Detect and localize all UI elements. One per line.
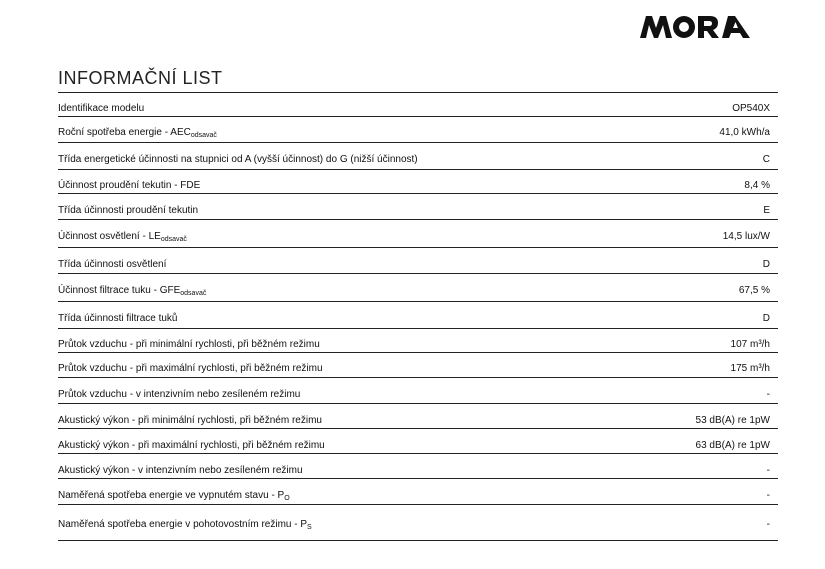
row-label: Naměřená spotřeba energie ve vypnutém stavu - $P_O$: [58, 490, 290, 502]
row-value: 41,0 kWh/a: [719, 127, 770, 138]
table-row: [58, 329, 778, 353]
row-value: 8,4 %: [744, 180, 770, 191]
table-row: [58, 93, 778, 117]
row-value: -: [766, 490, 770, 501]
row-value: C: [762, 154, 770, 165]
table-row: [58, 170, 778, 194]
table-row: [58, 404, 778, 429]
row-label: Účinnost filtrace tuku - $GFE_{odsavač}$: [58, 285, 207, 297]
row-value: 107 m³/h: [730, 339, 770, 350]
row-value: D: [762, 313, 770, 324]
row-label: Akustický výkon - při minimální rychlosti, při běžném režimu: [58, 415, 322, 426]
table-row: [58, 274, 778, 302]
row-label: Průtok vzduchu - při minimální rychlosti, při běžném režimu: [58, 339, 320, 350]
table-row: [58, 454, 778, 479]
row-label: Naměřená spotřeba energie v pohotovostním režimu - $P_S$: [58, 519, 312, 531]
table-row: [58, 220, 778, 248]
table-row: [58, 353, 778, 378]
row-label: Roční spotřeba energie - $AEC_{odsavač}$: [58, 127, 217, 139]
row-label: Identifikace modelu: [58, 103, 145, 114]
table-row: [58, 117, 778, 143]
row-value: 53 dB(A) re 1pW: [695, 415, 770, 426]
table-row: [58, 429, 778, 454]
table-row: [58, 505, 778, 541]
page-title: INFORMAČNÍ LIST: [58, 68, 223, 88]
row-label: Třída energetické účinnosti na stupnici od A (vyšší účinnost) do G (nižší účinnost): [58, 154, 418, 165]
row-value: OP540X: [732, 103, 770, 114]
row-label-subscript: odsavač: [180, 290, 207, 297]
row-label-subscript: odsavač: [190, 132, 217, 139]
row-label: Průtok vzduchu - při maximální rychlosti, při běžném režimu: [58, 363, 323, 374]
row-label-subscript: S: [307, 524, 312, 531]
row-label-subscript: O: [284, 495, 290, 502]
row-value: -: [766, 465, 770, 476]
table-row: [58, 194, 778, 220]
table-row: [58, 378, 778, 404]
row-value: -: [766, 519, 770, 530]
row-value: 67,5 %: [738, 285, 770, 296]
row-label: Akustický výkon - v intenzivním nebo zesíleném režimu: [58, 465, 303, 476]
row-value: 14,5 lux/W: [722, 231, 770, 242]
row-label: Třída účinnosti osvětlení: [58, 259, 167, 270]
row-label: Průtok vzduchu - v intenzivním nebo zesíleném režimu: [58, 389, 301, 400]
mora-logo-icon: [638, 10, 752, 42]
row-label: Akustický výkon - při maximální rychlosti, při běžném režimu: [58, 440, 325, 451]
info-table: [58, 93, 778, 541]
row-label: Účinnost osvětlení - $LE_{odsavač}$: [58, 231, 187, 243]
table-row: [58, 479, 778, 505]
row-label: Účinnost proudění tekutin - FDE: [58, 180, 201, 191]
table-row: [58, 143, 778, 170]
row-label: Třída účinnosti filtrace tuků: [58, 313, 178, 324]
table-row: [58, 248, 778, 274]
row-value: D: [762, 259, 770, 270]
row-label-subscript: odsavač: [160, 236, 187, 243]
row-value: E: [763, 205, 770, 216]
brand-logo: [638, 10, 752, 42]
row-value: -: [766, 389, 770, 400]
row-label: Třída účinnosti proudění tekutin: [58, 205, 199, 216]
row-value: 63 dB(A) re 1pW: [695, 440, 770, 451]
table-row: [58, 302, 778, 329]
row-value: 175 m³/h: [730, 363, 770, 374]
